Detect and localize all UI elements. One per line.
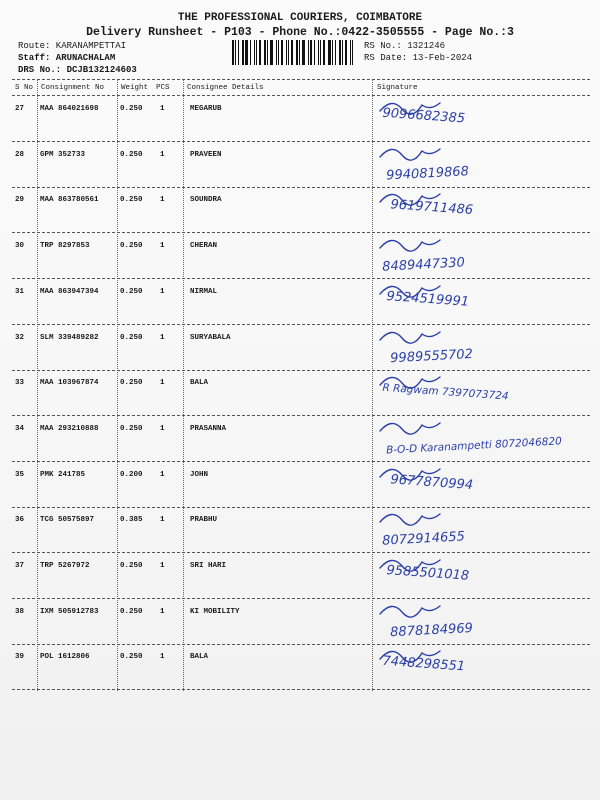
barcode-bar [320,40,321,65]
barcode-bar [350,40,351,65]
barcode-bar [286,40,287,65]
row-weight: 0.250 [120,150,143,159]
row-consignment-no: MAA 863780561 [40,196,99,205]
signature-phone-text: 9585501018 [385,563,470,584]
row-sno: 34 [15,424,25,433]
table-row [0,97,600,143]
handwritten-signature [372,554,590,600]
barcode-bar [238,40,239,65]
table-row [0,143,600,189]
handwritten-signature [372,188,590,234]
barcode-bar [335,40,336,65]
handwritten-signature [372,280,590,326]
barcode-image [232,40,357,65]
signature-phone-text: 9677870994 [389,471,474,493]
barcode-bar [339,40,341,65]
signature-scribble [380,332,440,343]
barcode-bar [328,40,331,65]
col-header-pcs: PCS [156,84,170,92]
barcode-bar [296,40,298,65]
barcode-bar [318,40,319,65]
barcode-bar [314,40,315,65]
row-consignee: KI MOBILITY [190,607,240,616]
barcode-bar [267,40,268,65]
col-header-sno: S No [15,84,34,92]
row-consignment-no: TRP 5267972 [40,562,90,570]
row-consignment-no: PMK 241785 [40,470,86,479]
row-consignment-no: MAA 864021698 [40,105,99,113]
row-weight: 0.250 [120,242,143,251]
row-sno: 28 [15,150,25,159]
row-consignment-no: GPM 352733 [40,150,86,159]
row-consignee: SOUNDRA [190,196,222,205]
table-row [0,234,600,280]
staff-label: Staff: ARUNACHALAM [18,53,116,63]
barcode-bar [281,40,283,65]
row-sno: 29 [15,196,25,205]
row-sno: 31 [15,287,25,296]
barcode-bar [332,40,333,65]
row-pcs: 1 [160,196,165,205]
row-pcs: 1 [160,562,165,570]
row-consignee: NIRMAL [190,287,218,296]
barcode-bar [276,40,277,65]
row-sno: 35 [15,470,25,479]
barcode-bar [232,40,234,65]
runsheet-subtitle: Delivery Runsheet - P103 - Phone No.:0422-3505555 - Page No.:3 [86,26,514,39]
signature-scribble [380,514,440,525]
table-row [0,508,600,554]
row-consignee: MEGARUB [190,105,222,113]
handwritten-signature [372,97,590,143]
row-consignee: PRABHU [190,516,218,525]
table-row [0,463,600,509]
barcode-bar [291,40,293,65]
row-weight: 0.385 [120,516,143,525]
row-pcs: 1 [160,470,165,479]
header-divider-bottom [12,95,590,96]
row-pcs: 1 [160,379,165,388]
row-consignee: PRAVEEN [190,150,222,159]
table-row [0,600,600,646]
barcode-bar [256,40,257,65]
signature-phone-text: 9940819868 [385,163,470,184]
row-consignee: SRI HARI [190,562,227,570]
company-title: THE PROFESSIONAL COURIERS, COIMBATORE [177,12,423,24]
signature-phone-text: 9096682385 [381,105,466,127]
row-divider [12,689,590,690]
row-consignment-no: POL 1612806 [40,653,90,662]
row-pcs: 1 [160,105,165,113]
row-consignment-no: MAA 863947394 [40,287,99,296]
row-pcs: 1 [160,516,165,525]
row-consignment-no: TCG 50575897 [40,516,95,525]
signature-phone-text: 7448298551 [381,654,466,675]
row-weight: 0.250 [120,607,143,616]
barcode-bar [264,40,266,65]
handwritten-signature [372,326,590,372]
handwritten-signature [372,417,590,463]
signature-phone-text: R Ragwam 7397073724 [382,381,509,403]
row-consignment-no: IXM 505912783 [40,607,99,616]
col-header-signature: Signature [377,84,418,92]
row-consignment-no: TRP 8297853 [40,242,90,251]
row-pcs: 1 [160,607,165,616]
header-divider-top [12,79,590,80]
row-consignee: PRASANNA [190,424,227,433]
signature-phone-text: 8878184969 [389,620,474,640]
row-pcs: 1 [160,653,165,662]
signature-phone-text: 9989555702 [389,346,474,366]
col-header-consignment: Consignment No [41,84,105,92]
barcode-bar [259,40,261,65]
signature-phone-text: 8072914655 [381,529,466,549]
barcode-bar [242,40,244,65]
table-row [0,371,600,417]
barcode-bar [323,40,325,65]
handwritten-signature [372,645,590,691]
barcode-bar [299,40,300,65]
table-row [0,554,600,600]
barcode-bar [254,40,255,65]
signature-scribble [380,423,440,434]
row-sno: 38 [15,607,25,616]
row-pcs: 1 [160,287,165,296]
table-row [0,188,600,234]
row-sno: 33 [15,379,25,388]
row-sno: 32 [15,333,25,342]
row-consignee: SURYABALA [190,333,231,342]
signature-phone-text: 8489447330 [381,255,466,275]
row-weight: 0.250 [120,105,143,113]
row-pcs: 1 [160,150,165,159]
signature-scribble [380,149,440,160]
row-weight: 0.250 [120,424,143,433]
barcode-bar [352,40,353,65]
barcode-bar [288,40,289,65]
row-weight: 0.250 [120,287,143,296]
barcode-bar [308,40,309,65]
row-weight: 0.250 [120,562,143,570]
barcode-bar [302,40,305,65]
row-sno: 36 [15,516,25,525]
route-label: Route: KARANAMPETTAI [18,41,127,51]
row-weight: 0.250 [120,333,143,342]
barcode-bar [278,40,279,65]
row-sno: 30 [15,242,25,251]
table-row [0,280,600,326]
signature-phone-text: 9619711486 [389,197,474,219]
handwritten-signature [372,371,590,417]
signature-scribble [380,240,440,251]
barcode-bar [310,40,312,65]
barcode-bar [270,40,273,65]
col-header-consignee: Consignee Details [187,84,264,92]
row-pcs: 1 [160,424,165,433]
row-sno: 37 [15,562,25,570]
row-sno: 39 [15,653,25,662]
row-pcs: 1 [160,242,165,251]
handwritten-signature [372,234,590,280]
row-consignment-no: MAA 103967874 [40,379,99,388]
row-pcs: 1 [160,333,165,342]
signature-phone-text: B-O-D Karanampetti 8072046820 [385,435,563,457]
row-consignee: BALA [190,379,209,388]
row-consignee: JOHN [190,470,209,479]
row-consignment-no: MAA 293210888 [40,424,99,433]
drs-number: DRS No.: DCJB132124603 [18,65,137,75]
row-sno: 27 [15,105,25,113]
rs-number: RS No.: 1321246 [364,41,446,51]
table-row [0,645,600,691]
table-row [0,326,600,372]
barcode-bar [250,40,251,65]
handwritten-signature [372,508,590,554]
barcode-bar [245,40,248,65]
rs-date: RS Date: 13-Feb-2024 [364,53,473,63]
handwritten-signature [372,600,590,646]
row-consignee: CHERAN [190,242,218,251]
handwritten-signature [372,463,590,509]
row-weight: 0.250 [120,196,143,205]
barcode-bar [235,40,236,65]
barcode-bar [345,40,347,65]
handwritten-signature [372,143,590,189]
row-weight: 0.250 [120,379,143,388]
row-consignee: BALA [190,653,209,662]
table-row [0,417,600,463]
row-weight: 0.200 [120,470,143,479]
col-header-weight: Weight [121,84,149,92]
row-weight: 0.250 [120,653,143,662]
barcode-bar [342,40,343,65]
signature-scribble [380,606,440,617]
row-consignment-no: SLM 339489282 [40,333,99,342]
signature-phone-text: 9524519991 [385,288,470,310]
